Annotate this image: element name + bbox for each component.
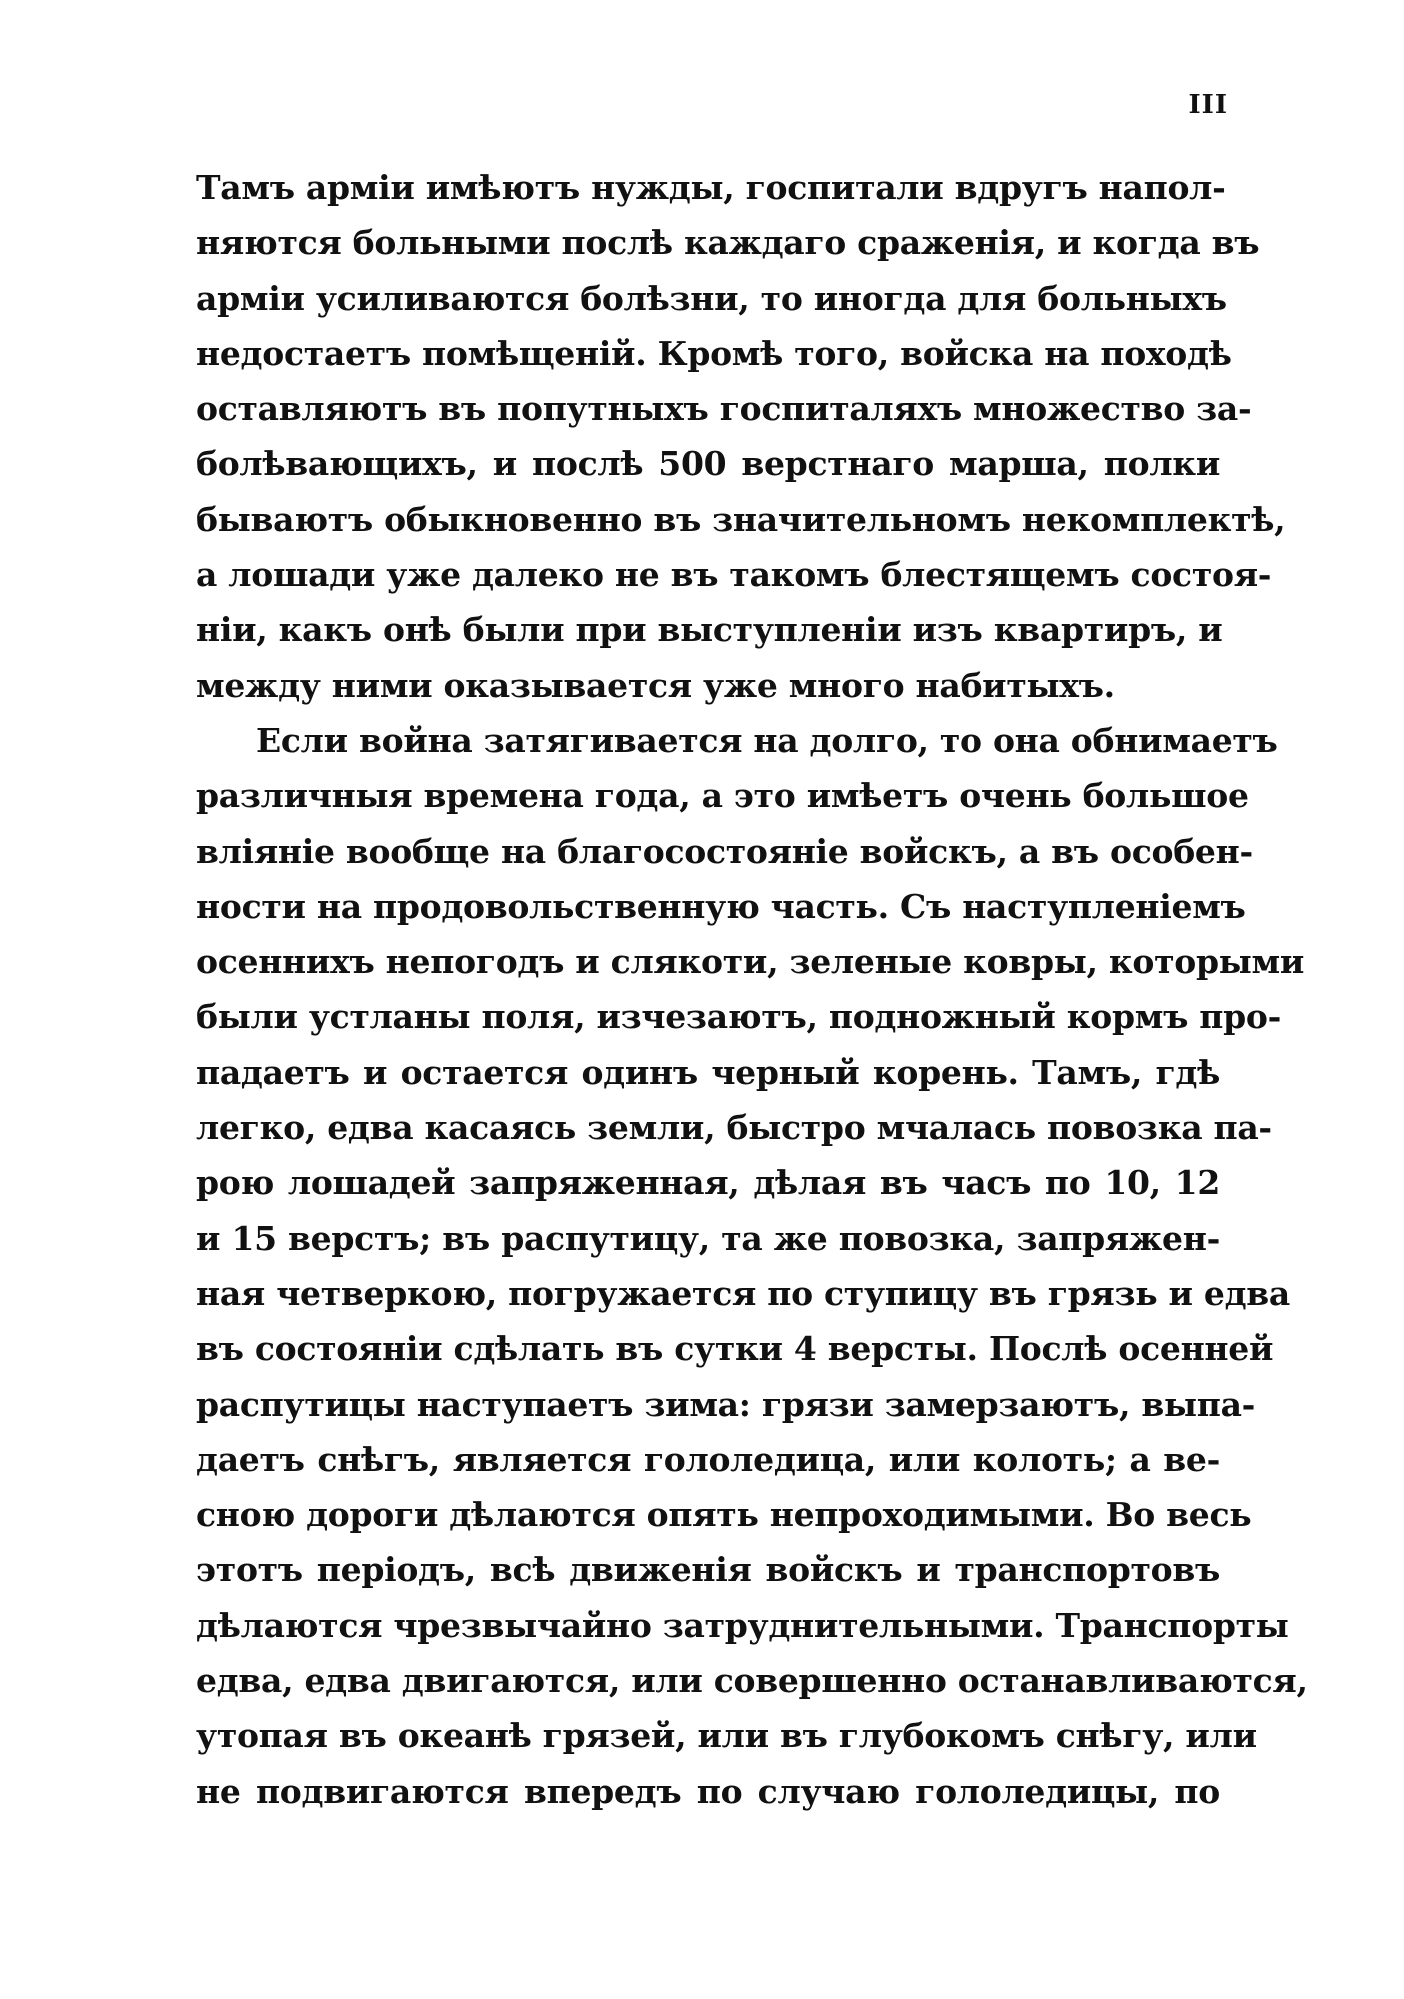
text-line: едва, едва двигаются, или совершенно останавливаются,	[196, 1661, 1308, 1701]
text-line: бываютъ обыкновенно въ значительномъ некомплектѣ,	[196, 499, 1286, 539]
text-line: не подвигаются впередъ по случаю гололедицы, по	[196, 1771, 1220, 1811]
text-line: въ состояніи сдѣлать въ сутки 4 версты. Послѣ осенней	[196, 1329, 1274, 1369]
text-line: утопая въ океанѣ грязей, или въ глубокомъ снѣгу, или	[196, 1716, 1257, 1756]
paragraph-1	[196, 160, 1286, 713]
text-line: дѣлаются чрезвычайно затруднительными. Транспорты	[196, 1605, 1289, 1645]
text-line: сною дороги дѣлаются опять непроходимыми. Во весь	[196, 1495, 1252, 1535]
body-text	[196, 160, 1308, 1819]
text-line: ности на продовольственную часть. Съ наступленіемъ	[196, 886, 1246, 926]
text-line: были устланы поля, изчезаютъ, подножный кормъ про-	[196, 997, 1282, 1037]
text-line: няются больными послѣ каждаго сраженія, и когда въ	[196, 223, 1260, 263]
paragraph-2	[196, 713, 1308, 1819]
text-line: падаетъ и остается одинъ черный корень. Тамъ, гдѣ	[196, 1052, 1220, 1092]
text-line: этотъ періодъ, всѣ движенія войскъ и транспортовъ	[196, 1550, 1220, 1590]
text-line: недостаетъ помѣщеній. Кромѣ того, войска на походѣ	[196, 333, 1232, 373]
text-line: а лошади уже далеко не въ такомъ блестящемъ состоя-	[196, 555, 1272, 595]
text-line: легко, едва касаясь земли, быстро мчалась повозка па-	[196, 1108, 1272, 1148]
text-line: между ними оказывается уже много набитыхъ.	[196, 665, 1115, 705]
text-line: осеннихъ непогодъ и слякоти, зеленые ковры, которыми	[196, 942, 1305, 982]
text-line: арміи усиливаются болѣзни, то иногда для больныхъ	[196, 278, 1227, 318]
page-number: III	[1188, 90, 1228, 120]
text-line: и 15 верстъ; въ распутицу, та же повозка, запряжен-	[196, 1218, 1220, 1258]
text-line: вліяніе вообще на благосостояніе войскъ, а въ особен-	[196, 831, 1253, 871]
text-line: различныя времена года, а это имѣетъ очень большое	[196, 776, 1249, 816]
text-line: рою лошадей запряженная, дѣлая въ часъ по 10, 12	[196, 1163, 1220, 1203]
text-line: ніи, какъ онѣ были при выступленіи изъ квартиръ, и	[196, 610, 1223, 650]
text-line: Тамъ арміи имѣютъ нужды, госпитали вдругъ напол-	[196, 168, 1226, 207]
text-line: даетъ снѣгъ, является гололедица, или колоть; а ве-	[196, 1439, 1220, 1479]
text-line: Если война затягивается на долго, то она обнимаетъ	[256, 720, 1278, 760]
text-line: распутицы наступаетъ зима: грязи замерзаютъ, выпа-	[196, 1384, 1256, 1424]
text-line: ная четверкою, погружается по ступицу въ грязь и едва	[196, 1273, 1291, 1313]
text-line: болѣвающихъ, и послѣ 500 верстнаго марша, полки	[196, 444, 1220, 484]
text-line: оставляютъ въ попутныхъ госпиталяхъ множество за-	[196, 389, 1252, 429]
